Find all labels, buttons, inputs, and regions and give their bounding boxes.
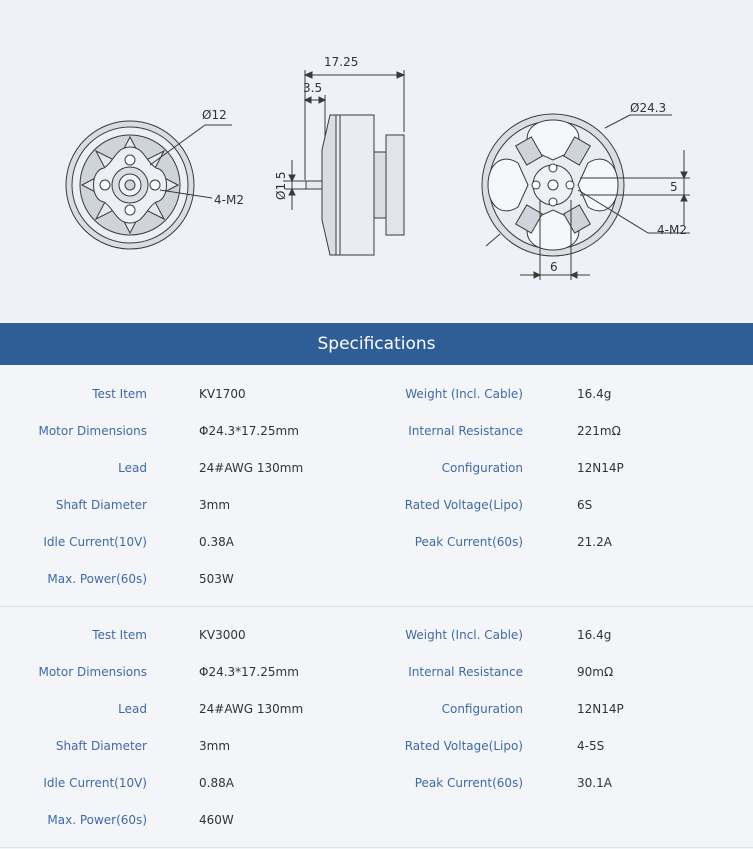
side-view xyxy=(285,70,404,255)
spec-label: Configuration xyxy=(441,461,523,475)
spec-row xyxy=(0,450,753,486)
spec-value: KV1700 xyxy=(199,387,246,401)
back-view xyxy=(482,114,690,280)
spec-label: Shaft Diameter xyxy=(55,739,147,753)
spec-row xyxy=(0,691,753,727)
spec-row xyxy=(0,802,753,838)
spec-value: 0.88A xyxy=(199,776,234,790)
back-vertical-spacing-label: 5 xyxy=(670,180,678,194)
specifications-header xyxy=(0,323,753,365)
spec-value: 21.2A xyxy=(577,535,612,549)
spec-label: Weight (Incl. Cable) xyxy=(405,387,523,401)
spec-label: Idle Current(10V) xyxy=(43,535,147,549)
technical-drawing xyxy=(0,0,753,323)
spec-label: Peak Current(60s) xyxy=(414,776,523,790)
side-length-label: 17.25 xyxy=(324,55,359,69)
spec-label: Max. Power(60s) xyxy=(47,813,147,827)
spec-label: Internal Resistance xyxy=(408,424,523,438)
spec-value: 90mΩ xyxy=(577,665,614,679)
spec-row xyxy=(0,413,753,449)
spec-row xyxy=(0,765,753,801)
spec-label: Rated Voltage(Lipo) xyxy=(404,498,523,512)
spec-row xyxy=(0,654,753,690)
back-diameter-label: Ø24.3 xyxy=(630,101,667,115)
spec-value: 3mm xyxy=(199,739,231,753)
specifications-title: Specifications xyxy=(317,334,436,354)
motor-drawing-svg xyxy=(0,0,753,323)
spec-label: Rated Voltage(Lipo) xyxy=(404,739,523,753)
spec-value: 12N14P xyxy=(577,702,624,716)
spec-label: Peak Current(60s) xyxy=(414,535,523,549)
spec-value: 30.1A xyxy=(577,776,612,790)
spec-value: 16.4g xyxy=(577,628,612,642)
back-horizontal-spacing-label: 6 xyxy=(550,260,558,274)
back-holes-label: 4-M2 xyxy=(657,223,687,237)
spec-row xyxy=(0,487,753,523)
spec-value: 4-5S xyxy=(577,739,605,753)
spec-label: Motor Dimensions xyxy=(38,424,147,438)
spec-row xyxy=(0,728,753,764)
spec-row xyxy=(0,524,753,560)
group-divider xyxy=(0,606,753,607)
spec-label: Shaft Diameter xyxy=(55,498,147,512)
front-view xyxy=(66,121,232,249)
spec-value: 0.38A xyxy=(199,535,234,549)
spec-value: 503W xyxy=(199,572,234,586)
spec-value: Φ24.3*17.25mm xyxy=(199,424,299,438)
front-diameter-label: Ø12 xyxy=(202,108,227,122)
spec-label: Motor Dimensions xyxy=(38,665,147,679)
spec-label: Idle Current(10V) xyxy=(43,776,147,790)
spec-label: Max. Power(60s) xyxy=(47,572,147,586)
spec-value: 24#AWG 130mm xyxy=(199,702,304,716)
spec-value: 24#AWG 130mm xyxy=(199,461,304,475)
specifications-table xyxy=(0,365,753,849)
spec-value: Φ24.3*17.25mm xyxy=(199,665,299,679)
spec-value: 221mΩ xyxy=(577,424,621,438)
shaft-diameter-label: Ø1.5 xyxy=(274,171,288,200)
bottom-divider xyxy=(0,847,753,848)
spec-label: Lead xyxy=(118,702,147,716)
side-offset-label: 3.5 xyxy=(303,81,323,95)
spec-label: Lead xyxy=(118,461,147,475)
spec-label: Weight (Incl. Cable) xyxy=(405,628,523,642)
spec-value: 3mm xyxy=(199,498,231,512)
spec-label: Configuration xyxy=(441,702,523,716)
spec-label: Test Item xyxy=(92,387,147,401)
spec-label: Test Item xyxy=(92,628,147,642)
spec-value: 16.4g xyxy=(577,387,612,401)
spec-value: 460W xyxy=(199,813,234,827)
spec-row xyxy=(0,617,753,653)
spec-row xyxy=(0,376,753,412)
spec-value: 12N14P xyxy=(577,461,624,475)
spec-row xyxy=(0,561,753,597)
spec-label: Internal Resistance xyxy=(408,665,523,679)
front-holes-label: 4-M2 xyxy=(214,193,244,207)
spec-value: KV3000 xyxy=(199,628,246,642)
spec-value: 6S xyxy=(577,498,593,512)
